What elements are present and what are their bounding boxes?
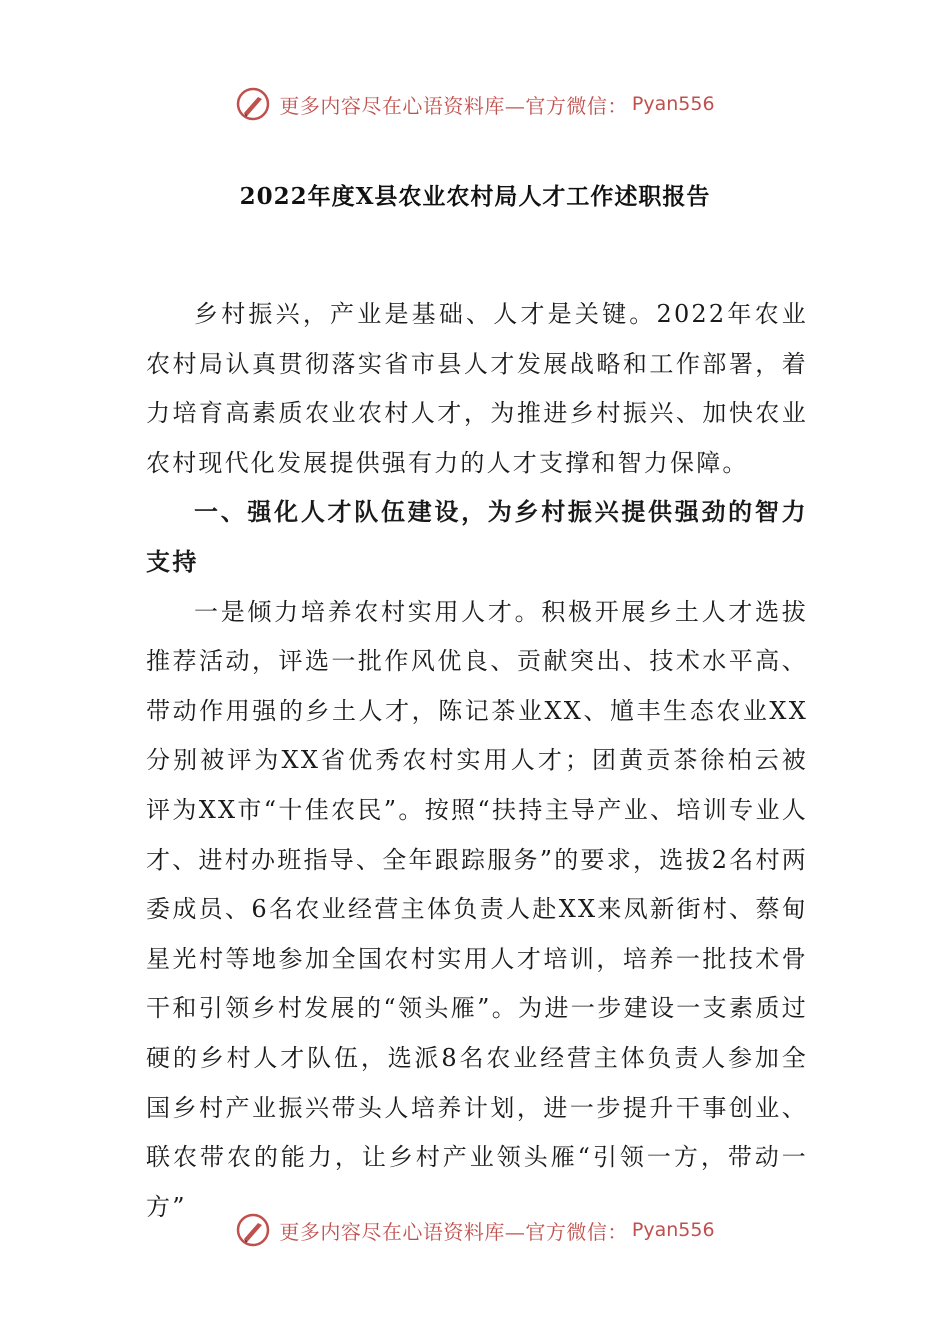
watermark-id: Pyan556 — [631, 1219, 715, 1241]
document-title: 2022年度X县农业农村局人才工作述职报告 — [239, 183, 711, 210]
watermark-banner-bottom — [0, 1208, 950, 1252]
watermark-id: Pyan556 — [631, 93, 715, 115]
section1-paragraph-1: 一是倾力培养农村实用人才。积极开展乡土人才选拔推荐活动，评选一批作风优良、贡献突出、技术水平高、带动作用强的乡土人才，陈记茶业XX、馗丰生态农业XX分别被评为XX省优秀农村实用人才；团黄贡茶徐柏云被评为XX市“十佳农民”。按照“扶持主导产业、培训专业人才、进村办班指导、全年跟踪服务”的要求，选拔2名村两委成员、6名农业经营主体负责人赴XX来凤新街村、蔡甸星光村等地参加全国农村实用人才培训，培养一批技术骨干和引领乡村发展的“领头雁”。为进一步建设一支素质过硬的乡村人才队伍，选派8名农业经营主体负责人参加全国乡村产业振兴带头人培养计划，进一步提升干事创业、联农带农的能力，让乡村产业领头雁“引领一方，带动一方” — [146, 597, 808, 1221]
watermark-text: 更多内容尽在心语资料库—官方微信： — [279, 93, 628, 118]
pen-logo-icon — [235, 1212, 271, 1248]
section-heading-1: 一、强化人才队伍建设，为乡村振兴提供强劲的智力支持 — [146, 498, 808, 576]
watermark-text: 更多内容尽在心语资料库—官方微信： — [279, 1219, 628, 1244]
pen-logo-icon — [235, 86, 271, 122]
watermark-banner-top — [0, 82, 950, 126]
document-body — [146, 290, 808, 1232]
intro-paragraph: 乡村振兴，产业是基础、人才是关键。2022年农业农村局认真贯彻落实省市县人才发展战略和工作部署，着力培育高素质农业农村人才，为推进乡村振兴、加快农业农村现代化发展提供强有力的人才支撑和智力保障。 — [146, 300, 808, 477]
